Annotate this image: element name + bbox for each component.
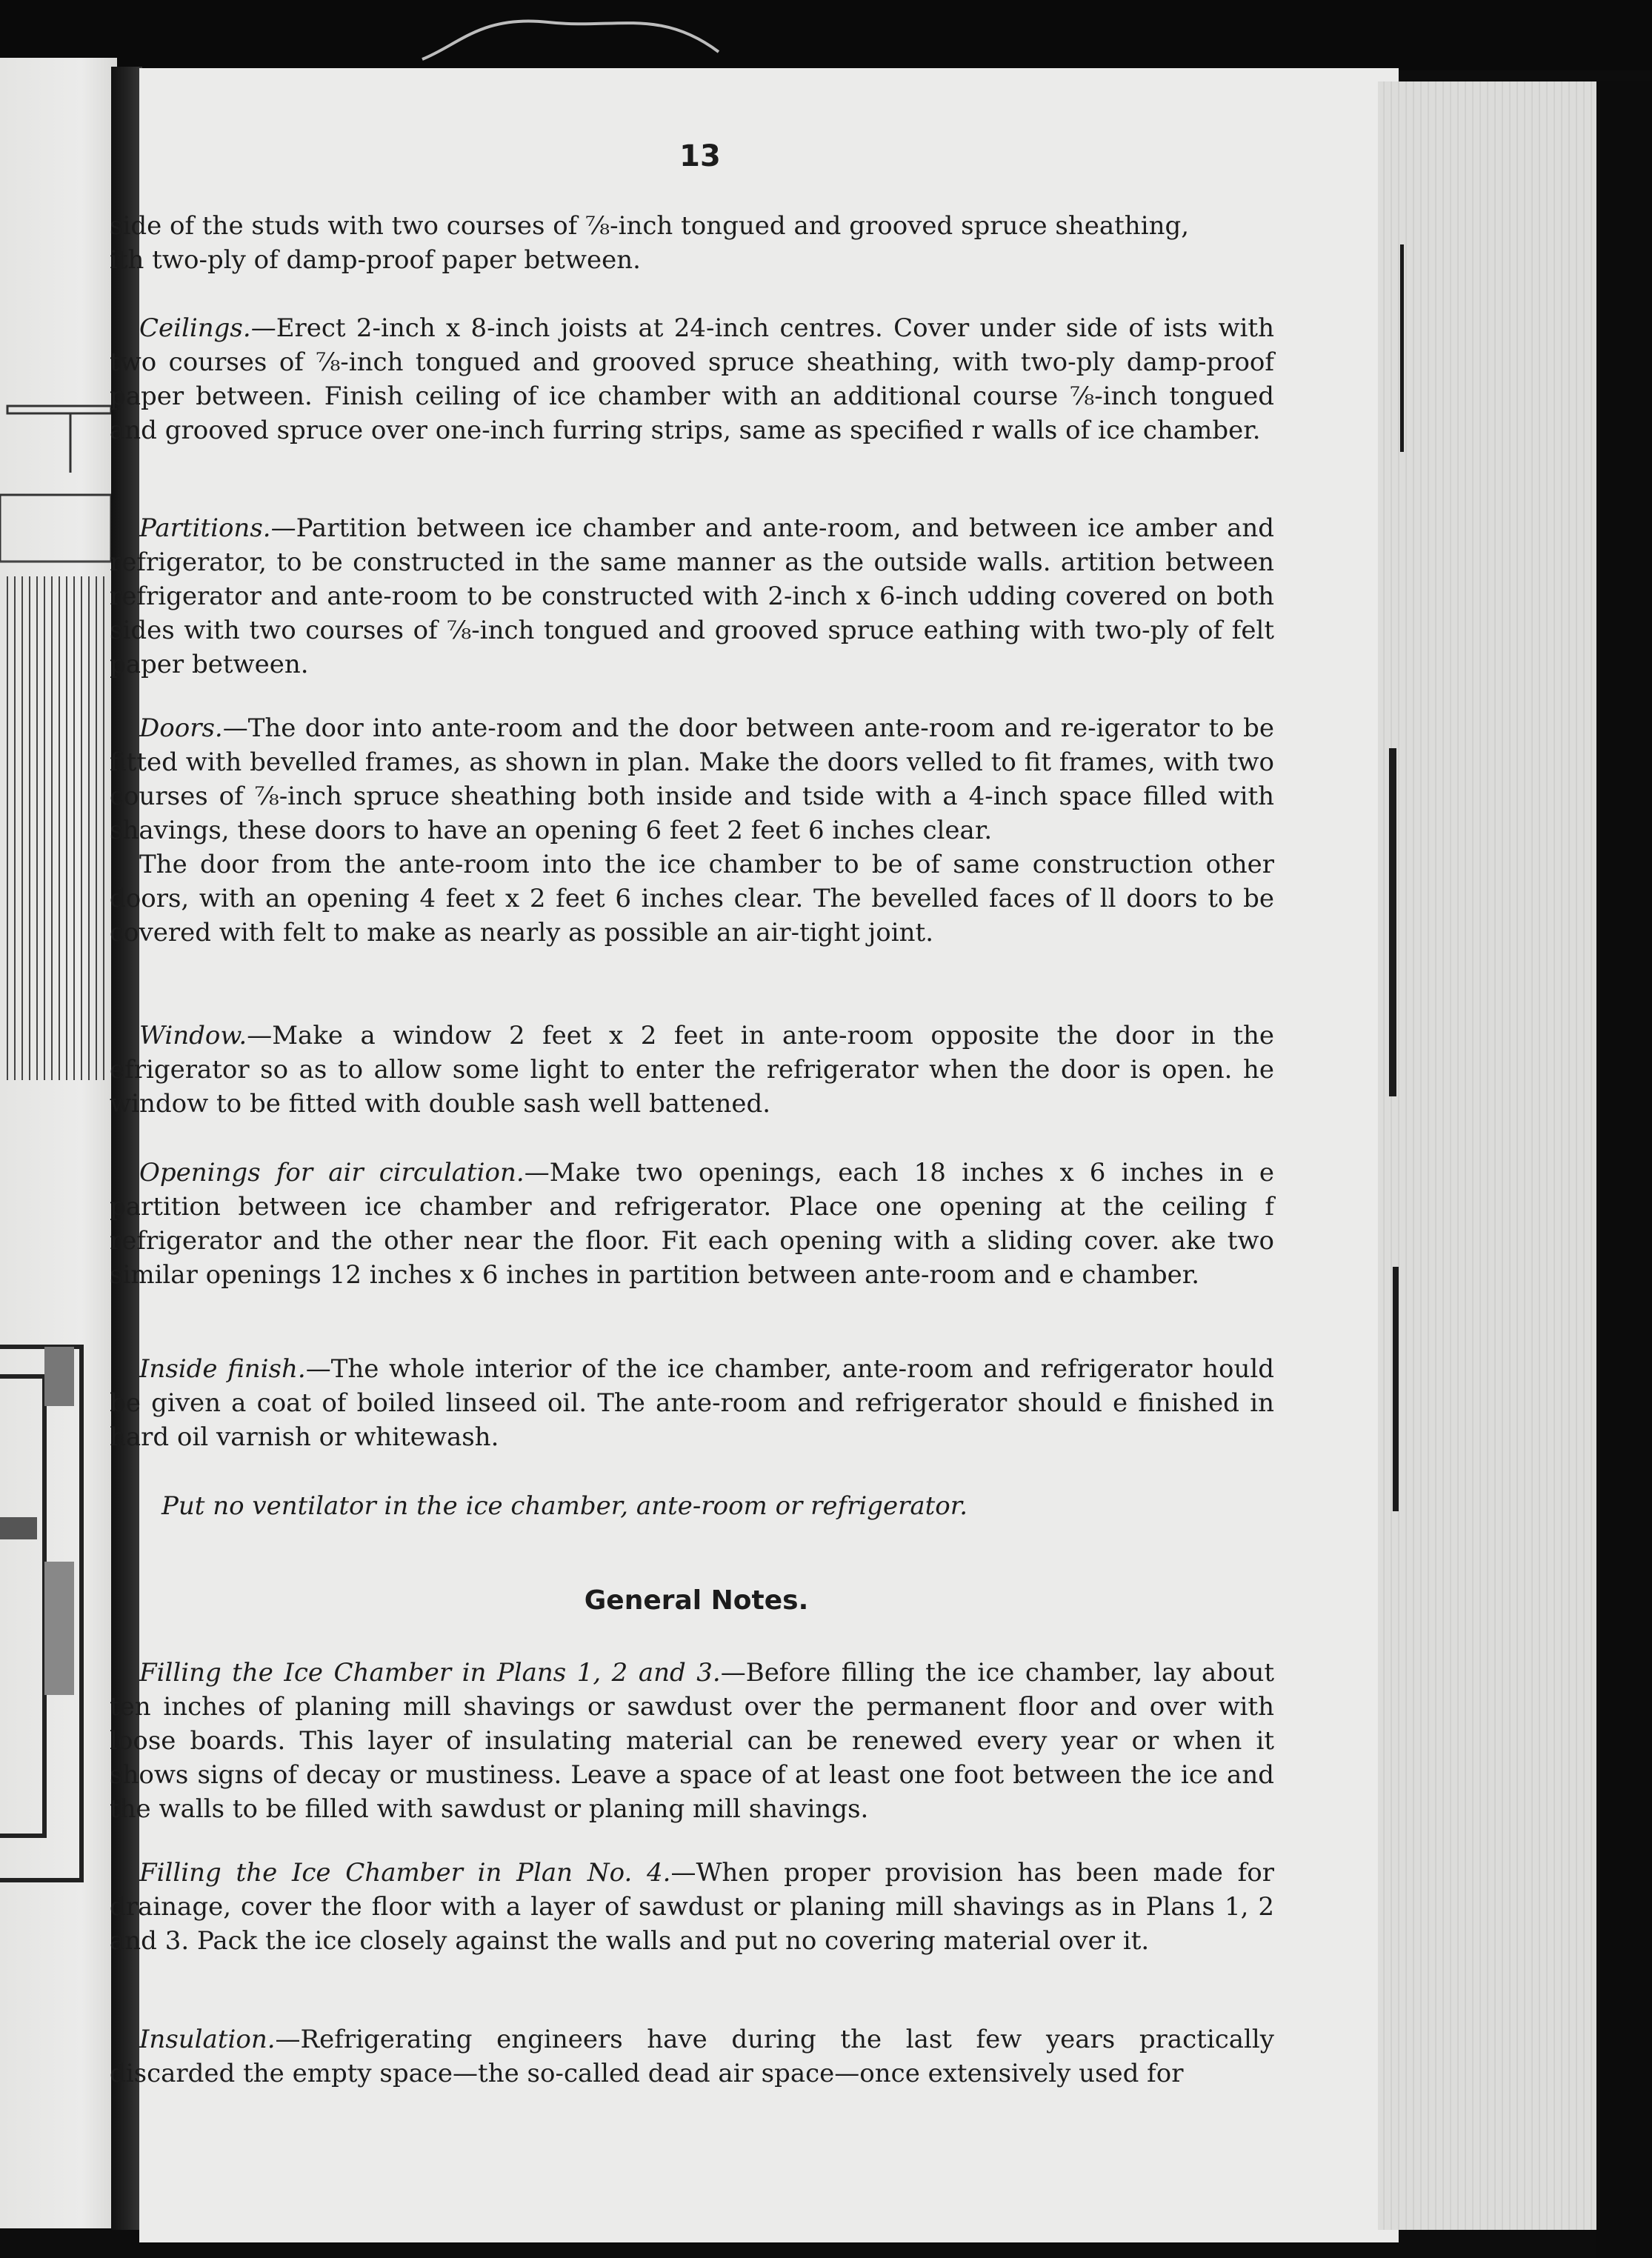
- intro-line: ith two-ply of damp-proof paper between.: [110, 245, 641, 275]
- section-text: —Refrigerating engineers have during the last few years practically discarded the empty space—the so-called dead air space—once extensively used for: [110, 2025, 1274, 2088]
- section-heading: Window.: [139, 1021, 247, 1050]
- section-text: —The door into ante-room and the door between ante-room and re-igerator to be fitted with bevelled frames, as shown in plan. Make the doors velled to fit frames, with two courses of ⅞-inch spruce sheathing both inside and tside with a 4-inch space filled with shavings, these doors to have an opening 6 feet 2 feet 6 inches clear.: [110, 713, 1274, 845]
- section-text-continued: The door from the ante-room into the ice chamber to be of same construction other doors, with an opening 4 feet x 2 feet 6 inches clear. The bevelled faces of ll doors to be covered with felt to make as nearly as possible an air-tight joint.: [110, 850, 1274, 948]
- section-heading: Openings for air circulation.: [139, 1158, 524, 1188]
- section-insulation: [110, 2022, 1274, 2091]
- section-text: —Make a window 2 feet x 2 feet in ante-room opposite the door in the efrigerator so as to allow some light to enter the refrigerator when the door is open. he window to be fitted with double sash well battened.: [110, 1021, 1274, 1119]
- section-partitions: [110, 511, 1274, 682]
- section-heading: Partitions.: [139, 513, 271, 543]
- general-notes-heading: General Notes.: [584, 1585, 809, 1616]
- cable-graphic: [415, 0, 726, 67]
- section-heading: Doors.: [139, 713, 223, 743]
- section-heading: Inside finish.: [139, 1354, 306, 1384]
- section-doors: [110, 711, 1274, 950]
- section-text: —The whole interior of the ice chamber, ante-room and refrigerator hould be given a coat of boiled linseed oil. The ante-room and refrigerator should e finished in hard oil varnish or whitewash.: [110, 1354, 1274, 1452]
- page-stack-edges: [1378, 81, 1604, 2230]
- intro-line: side of the studs with two courses of ⅞-inch tongued and grooved spruce sheathing,: [110, 211, 1190, 241]
- scanner-frame-top: [0, 0, 1652, 70]
- intro-paragraph: [110, 209, 1274, 277]
- section-inside-finish: [110, 1352, 1274, 1454]
- edge-mark: [1389, 748, 1396, 1096]
- section-text: —Before filling the ice chamber, lay about ten inches of planing mill shavings or sawdust over the permanent floor and over with loose boards. This layer of insulating material can be renewed every year or when it shows signs of decay or mustiness. Leave a space of at least one foot between the ice and the walls to be filled with sawdust or planing mill shavings.: [110, 1658, 1275, 1824]
- edge-mark: [1393, 1267, 1399, 1511]
- section-filling-plans-1-3: [110, 1656, 1274, 1826]
- section-openings: [110, 1156, 1274, 1292]
- page-number: 13: [679, 139, 721, 173]
- section-heading: Filling the Ice Chamber in Plan No. 4.: [139, 1858, 671, 1888]
- floor-plan-drawing-fragment: [0, 58, 117, 2228]
- section-text: —When proper provision has been made for drainage, cover the floor with a layer of sawdust or planing mill shavings as in Plans 1, 2 and 3. Pack the ice closely against the walls and put no covering material over it.: [110, 1858, 1274, 1956]
- section-text: —Make two openings, each 18 inches x 6 inches in e partition between ice chamber and refrigerator. Place one opening at the ceiling f refrigerator and the other near the floor. Fit each opening with a sliding cover. ake two similar openings 12 inches x 6 inches in partition between ante-room and e chamber.: [110, 1158, 1274, 1290]
- scanner-frame-right: [1596, 81, 1652, 2258]
- section-heading: Insulation.: [139, 2025, 276, 2054]
- section-text: —Erect 2-inch x 8-inch joists at 24-inch centres. Cover under side of ists with two courses of ⅞-inch tongued and grooved spruce sheathing, with two-ply damp-proof paper between. Finish ceiling of ice chamber with an additional course ⅞-inch tongued and grooved spruce over one-inch furring strips, same as specified r walls of ice chamber.: [110, 313, 1274, 445]
- section-window: [110, 1019, 1274, 1121]
- section-heading: Ceilings.: [139, 313, 251, 343]
- section-ceilings: [110, 311, 1274, 447]
- edge-mark: [1400, 244, 1404, 452]
- section-filling-plan-4: [110, 1856, 1274, 1958]
- facing-page-strip: [0, 58, 117, 2228]
- ventilator-note: Put no ventilator in the ice chamber, ante-room or refrigerator.: [161, 1491, 968, 1521]
- section-heading: Filling the Ice Chamber in Plans 1, 2 and 3.: [139, 1658, 721, 1688]
- section-text: —Partition between ice chamber and ante-room, and between ice amber and refrigerator, to be constructed in the same manner as the outside walls. artition between refrigerator and ante-room to be constructed with 2-inch x 6-inch udding covered on both sides with two courses of ⅞-inch tongued and grooved spruce eathing with two-ply of felt paper between.: [110, 513, 1274, 679]
